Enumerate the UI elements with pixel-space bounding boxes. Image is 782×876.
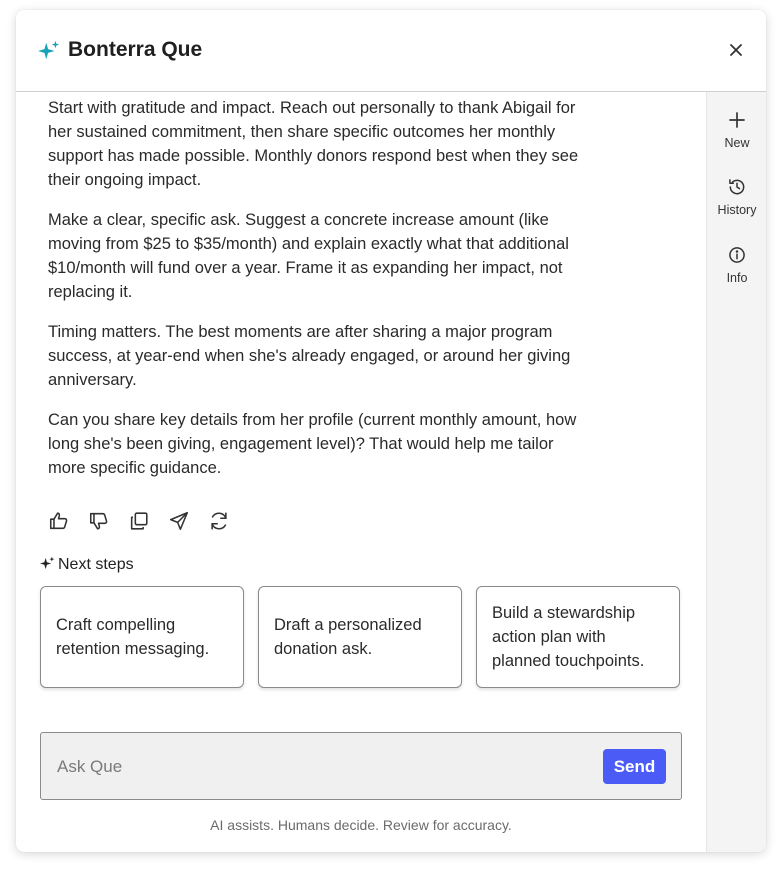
sidebar-item-new[interactable] bbox=[707, 110, 766, 150]
panel-title: Bonterra Que bbox=[68, 38, 203, 61]
next-step-card-label: Build a stewardship action plan with planned touchpoints. bbox=[492, 604, 645, 670]
thumbs-up-icon[interactable] bbox=[48, 510, 70, 532]
chat-content bbox=[16, 92, 706, 852]
send-button[interactable]: Send bbox=[603, 749, 666, 784]
sidebar-item-label: History bbox=[717, 203, 757, 217]
sidebar-item-label: New bbox=[724, 136, 750, 150]
ask-que-input[interactable] bbox=[55, 753, 579, 781]
next-step-card-stewardship[interactable] bbox=[476, 586, 680, 688]
next-step-card-retention[interactable] bbox=[40, 586, 244, 688]
right-sidebar bbox=[706, 92, 766, 852]
send-icon[interactable] bbox=[168, 510, 190, 532]
ask-que-composer bbox=[40, 732, 682, 800]
assistant-message bbox=[48, 96, 593, 496]
history-icon bbox=[727, 177, 747, 197]
message-paragraph: Timing matters. The best moments are after sharing a major program success, at year-end when she's already engaged, or around her giving anniversary. bbox=[48, 323, 571, 389]
info-icon bbox=[727, 245, 747, 265]
next-steps-heading bbox=[40, 556, 134, 574]
sparkle-icon bbox=[38, 40, 60, 62]
next-step-card-donation-ask[interactable] bbox=[258, 586, 462, 688]
regenerate-icon[interactable] bbox=[208, 510, 230, 532]
que-assistant-panel bbox=[16, 10, 766, 852]
panel-header bbox=[16, 10, 766, 92]
sidebar-item-history[interactable] bbox=[707, 177, 766, 217]
disclaimer-text: AI assists. Humans decide. Review for accuracy. bbox=[210, 817, 512, 833]
sidebar-item-info[interactable] bbox=[707, 245, 766, 285]
sidebar-item-label: Info bbox=[726, 271, 748, 285]
sparkle-icon bbox=[40, 556, 55, 571]
message-paragraph: Start with gratitude and impact. Reach out personally to thank Abigail for her sustained commitment, then share specific outcomes her monthly support has made possible. Monthly donors respond best when they see their ongoing impact. bbox=[48, 99, 579, 189]
copy-icon[interactable] bbox=[128, 510, 150, 532]
next-step-card-label: Craft compelling retention messaging. bbox=[56, 616, 210, 658]
message-paragraph: Make a clear, specific ask. Suggest a concrete increase amount (like moving from $25 to $35/month) and explain exactly what that additional $10/month will fund over a year. Frame it as expanding her impact, not replacing it. bbox=[48, 211, 569, 301]
next-steps-label: Next steps bbox=[58, 556, 134, 573]
message-paragraph: Can you share key details from her profile (current monthly amount, how long she's been giving, engagement level)? That would help me tailor more specific guidance. bbox=[48, 411, 577, 477]
thumbs-down-icon[interactable] bbox=[88, 510, 110, 532]
close-icon[interactable] bbox=[726, 40, 746, 60]
plus-icon bbox=[727, 110, 747, 130]
next-step-card-label: Draft a personalized donation ask. bbox=[274, 616, 422, 658]
